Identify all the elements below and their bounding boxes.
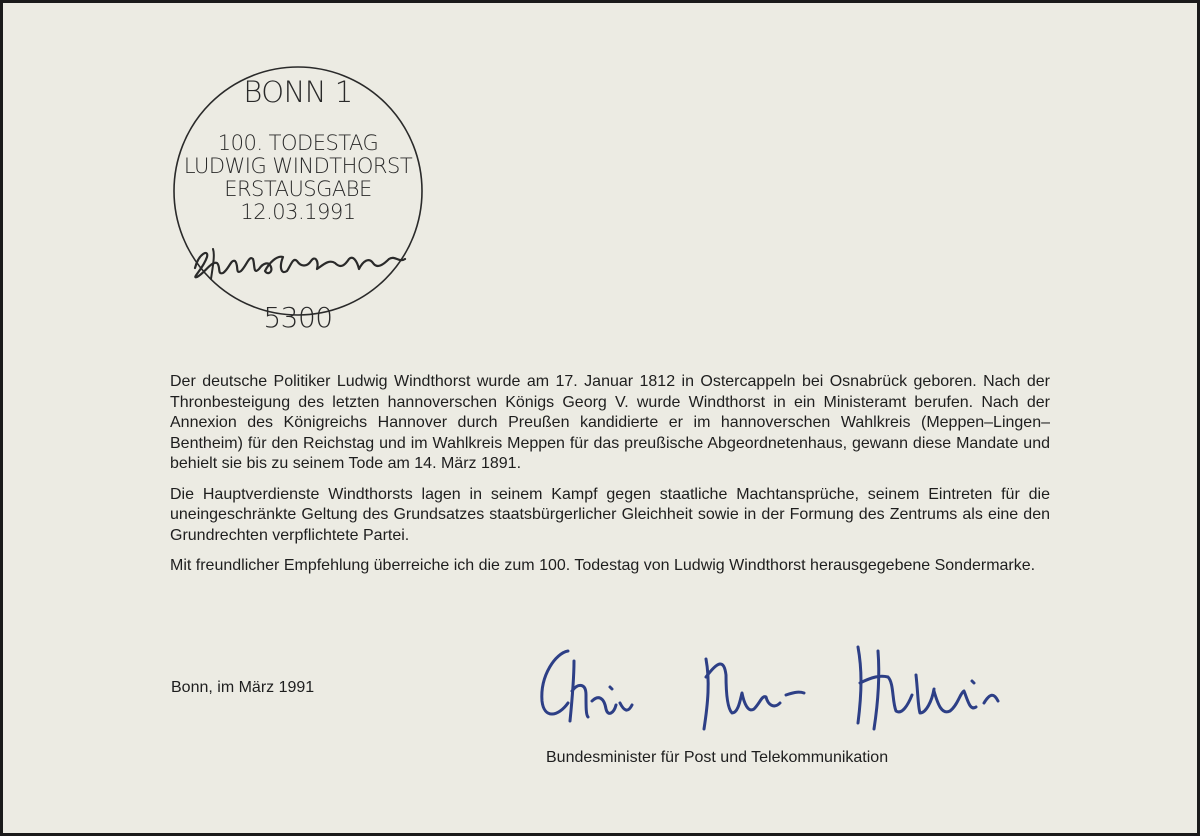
paragraph-3: Mit freundlicher Empfehlung überreiche ich die zum 100. Todestag von Ludwig Windthorst herausgegebene Sondermarke.	[170, 557, 1036, 574]
signer-title: Bundesminister für Post und Telekommunikation	[546, 749, 889, 766]
letter-body	[170, 372, 1050, 587]
postmark	[173, 43, 423, 343]
commemorative-card	[3, 3, 1197, 833]
postmark-line-1: 100. TODESTAG	[217, 131, 379, 155]
postmark-postcode: 5300	[263, 301, 333, 334]
postmark-city: BONN 1	[243, 75, 353, 109]
postmark-line-3: ERSTAUSGABE	[224, 177, 372, 201]
postmark-date: 12.03.1991	[240, 200, 356, 224]
paragraph-2: Die Hauptverdienste Windthorsts lagen in seinem Kampf gegen staatliche Machtansprüche, seinem Eintreten für die uneingeschränkte Geltung des Grundsatzes staatsbürgerlicher Gleichheit sowie in der Formung des Zentrums als eine den Grundrechten verpflichtete Partei.	[170, 485, 1050, 544]
postmark-line-2: LUDWIG WINDTHORST	[183, 154, 413, 178]
minister-signature	[528, 631, 1028, 741]
place-date: Bonn, im März 1991	[171, 679, 315, 696]
paragraph-1: Der deutsche Politiker Ludwig Windthorst wurde am 17. Januar 1812 in Ostercappeln bei Osnabrück geboren. Nach der Thronbesteigung des letzten hannoverschen Königs Georg V. wurde Windthorst in ein Ministeramt berufen. Nach der Annexion des Königreichs Hannover durch Preußen kandidierte er im hannoverschen Wahlkreis (Meppen–Lingen–Bentheim) für den Reichstag und im Wahlkreis Meppen für das preußische Abgeordnetenhaus, gewann diese Mandate und behielt sie bis zu seinem Tode am 14. März 1891.	[170, 373, 1050, 472]
